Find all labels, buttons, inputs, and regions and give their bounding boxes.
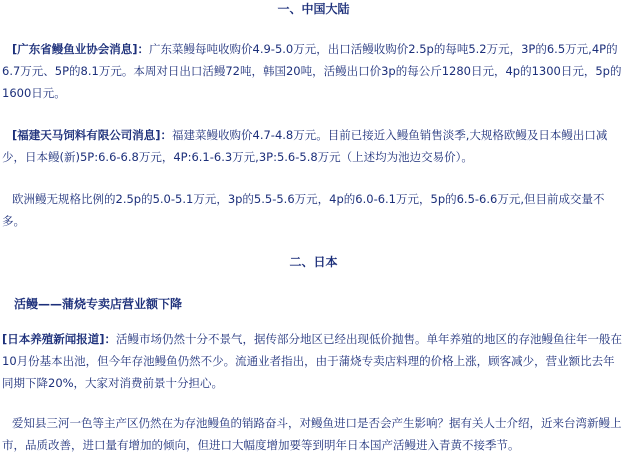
section-title-japan: 二、日本 [289,255,338,269]
japan-paragraph-aichi [2,412,622,456]
news-source-japan: [日本养殖新闻报道]： [2,332,117,346]
paragraph-text: 福建菜鳗收购价4.7-4.8万元。目前已接近入鳗鱼销售淡季,大规格欧鳗及日本鳗出口减少，日本鳗(新)5P:6.6-6.8万元，4P:6.1-6.3万元,3P:5.6-5.8万元（上述均为池边交易价）。 [2,128,608,164]
china-paragraph-guangdong [2,38,622,104]
paragraph-text: 欧洲鳗无规格比例的2.5p的5.0-5.1万元，3p的5.5-5.6万元，4p的6.0-6.1万元，5p的6.5-6.6万元,但目前成交量不多。 [2,192,605,228]
section-title-china: 一、中国大陆 [277,2,350,16]
article-subtitle: 活鳗——蒲烧专卖店营业额下降 [14,297,183,311]
news-source-fujian: [福建天马饲料有限公司消息]： [12,128,173,142]
news-source-guangdong: [广东省鳗鱼业协会消息]： [12,42,150,56]
paragraph-text: 活鳗市场仍然十分不景气，据传部分地区已经出现低价抛售。单年养殖的地区的存池鳗鱼往年一般在10月份基本出池，但今年存池鳗鱼仍然不少。流通业者指出，由于蒲烧专卖店料理的价格上涨，顾客减少，营业额比去年同期下降20%，大家对消费前景十分担心。 [2,332,623,390]
china-paragraph-fujian [2,124,622,168]
japan-paragraph-market [2,328,622,394]
china-paragraph-europe [2,188,622,232]
paragraph-text: 爱知县三河一色等主产区仍然在为存池鳗鱼的销路奋斗，对鳗鱼进口是否会产生影响？据有关人士介绍，近来台湾新鳗上市，品质改善，进口量有增加的倾向，但进口大幅度增加要等到明年日本国产活鳗进入青黄不接季节。 [2,416,622,452]
paragraph-text: 广东菜鳗每吨收购价4.9-5.0万元，出口活鳗收购价2.5p的每吨5.2万元，3P的6.5万元,4P的6.7万元、5P的8.1万元。本周对日出口活鳗72吨，韩国20吨，活鳗出口价3p的每公斤1280日元，4p的1300日元，5p的1600日元。 [2,42,622,100]
